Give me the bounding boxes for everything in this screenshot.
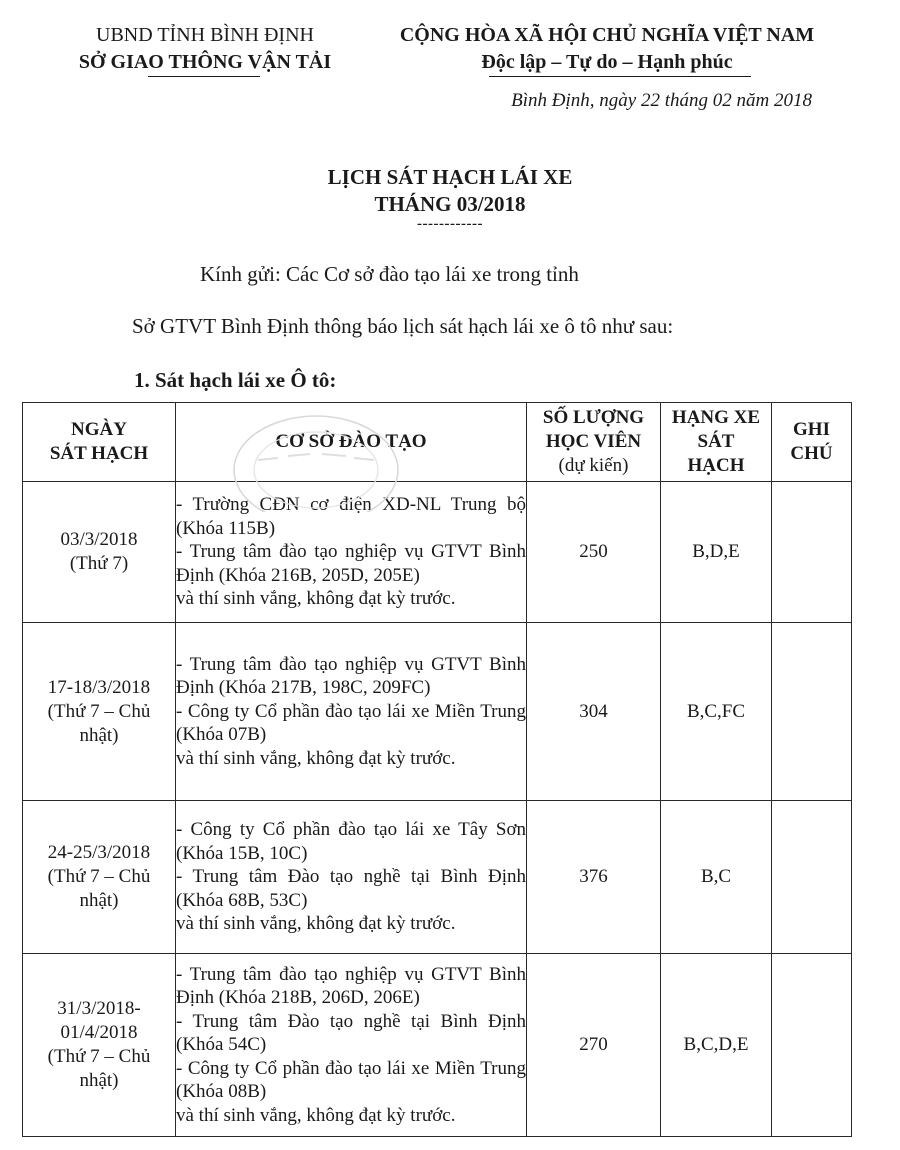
student-count-cell: 250	[527, 482, 661, 623]
schedule-table	[22, 402, 852, 1137]
header-exam-date: NGÀY SÁT HẠCH	[23, 403, 176, 482]
title-line-1: LỊCH SÁT HẠCH LÁI XE	[327, 165, 573, 189]
agency-underline	[148, 76, 260, 77]
table-row	[23, 954, 852, 1137]
table-header-row	[23, 403, 852, 482]
issue-date: Bình Định, ngày 22 tháng 02 năm 2018	[511, 90, 812, 111]
header-student-count: SỐ LƯỢNG HỌC VIÊN (dự kiến)	[527, 403, 661, 482]
section-heading: 1. Sát hạch lái xe Ô tô:	[134, 368, 337, 392]
exam-date-cell: 03/3/2018 (Thứ 7)	[23, 482, 176, 623]
note-cell	[772, 482, 852, 623]
student-count-cell: 270	[527, 954, 661, 1137]
national-name: CỘNG HÒA XÃ HỘI CHỦ NGHĨA VIỆT NAM	[399, 24, 815, 46]
license-class-cell: B,C,FC	[661, 623, 772, 801]
note-cell	[772, 954, 852, 1137]
training-center-cell: - Trung tâm đào tạo nghiệp vụ GTVT Bình Định (Khóa 217B, 198C, 209FC) - Công ty Cổ phần đào tạo lái xe Miền Trung (Khóa 07B) và thí sinh vắng, không đạt kỳ trước.	[176, 623, 527, 801]
exam-date-cell: 24-25/3/2018 (Thứ 7 – Chủ nhật)	[23, 801, 176, 954]
agency-province: UBND TỈNH BÌNH ĐỊNH	[96, 24, 314, 46]
title-separator: ------------	[417, 216, 483, 232]
national-motto: Độc lập – Tự do – Hạnh phúc	[481, 51, 733, 73]
table-row	[23, 801, 852, 954]
recipient-line: Kính gửi: Các Cơ sở đào tạo lái xe trong tỉnh	[200, 262, 579, 286]
agency-header	[60, 22, 350, 76]
note-cell	[772, 623, 852, 801]
license-class-cell: B,D,E	[661, 482, 772, 623]
header-license-class: HẠNG XE SÁT HẠCH	[661, 403, 772, 482]
student-count-cell: 304	[527, 623, 661, 801]
table-row	[23, 623, 852, 801]
license-class-cell: B,C,D,E	[661, 954, 772, 1137]
table-row	[23, 482, 852, 623]
header-note: GHI CHÚ	[772, 403, 852, 482]
exam-date-cell: 17-18/3/2018 (Thứ 7 – Chủ nhật)	[23, 623, 176, 801]
student-count-cell: 376	[527, 801, 661, 954]
training-center-cell: - Trường CĐN cơ điện XD-NL Trung bộ (Khóa 115B) - Trung tâm đào tạo nghiệp vụ GTVT Bình Định (Khóa 216B, 205D, 205E) và thí sinh vắng, không đạt kỳ trước.	[176, 482, 527, 623]
intro-paragraph: Sở GTVT Bình Định thông báo lịch sát hạch lái xe ô tô như sau:	[132, 314, 674, 338]
license-class-cell: B,C	[661, 801, 772, 954]
exam-date-cell: 31/3/2018- 01/4/2018 (Thứ 7 – Chủ nhật)	[23, 954, 176, 1137]
training-center-cell: - Công ty Cổ phần đào tạo lái xe Tây Sơn (Khóa 15B, 10C) - Trung tâm Đào tạo nghề tại Bình Định (Khóa 68B, 53C) và thí sinh vắng, không đạt kỳ trước.	[176, 801, 527, 954]
document-title	[0, 164, 900, 218]
national-header	[352, 22, 862, 76]
agency-department: SỞ GIAO THÔNG VẬN TẢI	[78, 51, 332, 73]
training-center-cell: - Trung tâm đào tạo nghiệp vụ GTVT Bình Định (Khóa 218B, 206D, 206E) - Trung tâm Đào tạo nghề tại Bình Định (Khóa 54C) - Công ty Cổ phần đào tạo lái xe Miền Trung (Khóa 08B) và thí sinh vắng, không đạt kỳ trước.	[176, 954, 527, 1137]
title-line-2: THÁNG 03/2018	[374, 192, 526, 216]
motto-underline	[489, 76, 751, 77]
header-training-center: CƠ SỞ ĐÀO TẠO	[176, 403, 527, 482]
note-cell	[772, 801, 852, 954]
